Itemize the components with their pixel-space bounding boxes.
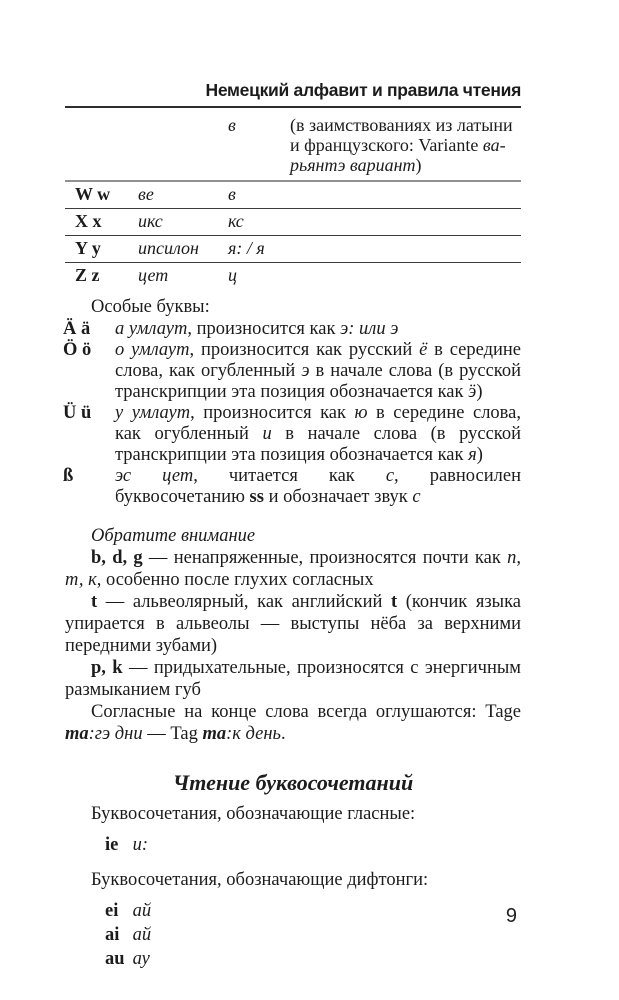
combo-item <box>105 924 521 946</box>
combo-letters: au <box>105 949 125 969</box>
special-letter: Ö ö <box>63 340 92 360</box>
cell-name: ипсилон <box>138 238 199 258</box>
combo-item <box>105 948 521 970</box>
table-row <box>65 236 521 263</box>
cell-name <box>138 115 228 175</box>
special-letter-description: о умлаут, произносится как русский ё в середине слова, как огубленный э в начале слова (в русской транскрипции эта позиция обозначается как ӭ) <box>115 340 521 402</box>
cell-letter <box>65 115 138 175</box>
letter-combinations-section <box>65 770 521 970</box>
running-head: Немецкий алфавит и правила чтения <box>65 80 521 108</box>
special-letter-item <box>65 340 521 403</box>
alphabet-table <box>65 108 521 289</box>
cell-sound: в <box>228 115 236 135</box>
cell-sound: в <box>228 184 236 204</box>
special-letters-heading: Особые буквы: <box>91 297 210 317</box>
text-block <box>65 80 521 984</box>
cell-letter: Z z <box>75 265 100 285</box>
attention-paragraph: Согласные на конце слова всегда оглушаются: Tage та:гэ дни — Tag та:к день. <box>65 702 521 744</box>
special-letter: Ä ä <box>63 319 91 339</box>
attention-heading: Обратите внимание <box>91 526 256 546</box>
combo-sound: ау <box>132 949 150 969</box>
cell-name: цет <box>138 265 169 285</box>
combo-sound: ай <box>132 901 152 921</box>
special-letters-section <box>65 297 521 508</box>
cell-sound: кс <box>228 211 244 231</box>
attention-paragraph: p, k — придыхательные, произносятся с энергичным размыканием губ <box>65 658 522 700</box>
cell-letter: X x <box>75 211 102 231</box>
cell-name: ве <box>138 184 154 204</box>
combo-item <box>105 834 521 856</box>
combo-letters: ie <box>105 835 119 855</box>
combo-sound: ай <box>132 925 152 945</box>
cell-sound: я: / я <box>228 238 265 258</box>
cell-note: (в заимствованиях из латыни и французского: Variante ва- рьянтэ вариант) <box>290 115 513 175</box>
page-number: 9 <box>505 905 517 927</box>
cell-name: икс <box>138 211 163 231</box>
diphthongs-list <box>65 900 521 970</box>
special-letter-item <box>65 319 521 340</box>
special-letter: Ü ü <box>63 403 92 423</box>
special-letter-description: а умлаут, произносится как э: или э <box>115 319 399 339</box>
table-row <box>65 209 521 236</box>
combo-letters: ai <box>105 925 120 945</box>
special-letter-item <box>65 403 521 466</box>
vowels-list <box>65 834 521 856</box>
combo-sound: и: <box>132 835 149 855</box>
special-letter-description: у умлаут, произносится как ю в середине слова, как огубленный и в начале слова (в русской транскрипции эта позиция обозначается как я) <box>115 403 522 465</box>
table-row <box>65 182 521 209</box>
attention-section <box>65 525 521 745</box>
vowels-intro: Буквосочетания, обозначающие гласные: <box>91 804 416 824</box>
table-row <box>65 263 521 289</box>
special-letter-description: эс цет, читается как с, равносилен буквосочетанию ss и обозначает звук с <box>115 466 521 507</box>
attention-paragraph: t — альвеолярный, как английский t (кончик языка упирается в альвеолы — выступы нёба за верхними передними зубами) <box>65 592 522 656</box>
special-letter: ß <box>63 466 74 486</box>
attention-paragraph: b, d, g — ненапряженные, произносятся почти как п, т, к, особенно после глухих согласных <box>65 548 521 590</box>
section-heading: Чтение буквосочетаний <box>172 770 414 795</box>
cell-letter: W w <box>75 184 111 204</box>
special-letter-item <box>65 466 521 508</box>
cell-sound: ц <box>228 265 237 285</box>
cell-letter: Y y <box>75 238 101 258</box>
combo-item <box>105 900 521 922</box>
combo-letters: ei <box>105 901 119 921</box>
diphthongs-intro: Буквосочетания, обозначающие дифтонги: <box>91 870 429 890</box>
table-row-continuation <box>65 108 521 182</box>
